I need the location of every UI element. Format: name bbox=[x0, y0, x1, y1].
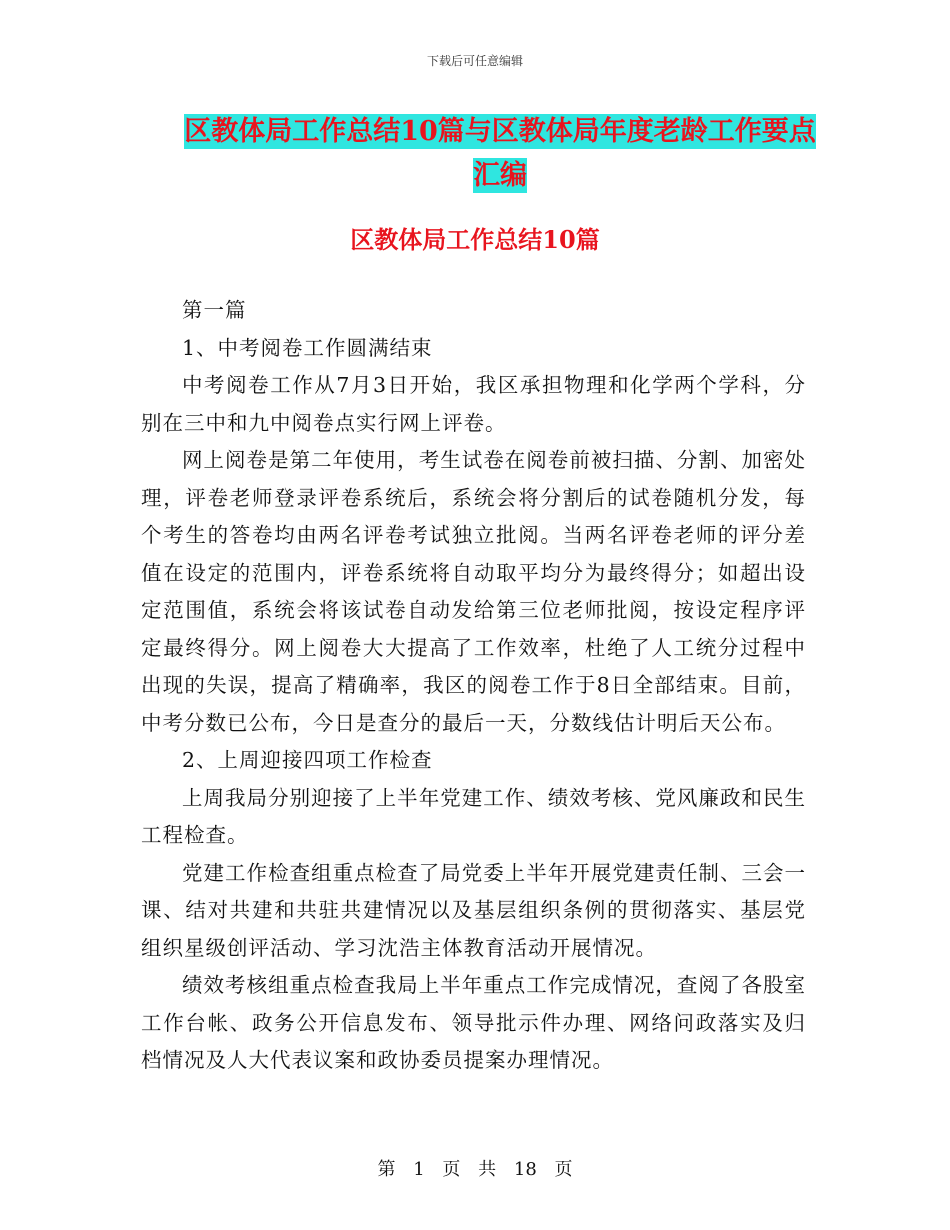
paragraph: 网上阅卷是第二年使用，考生试卷在阅卷前被扫描、分割、加密处理，评卷老师登录评卷系统后，系统会将分割后的试卷随机分发，每个考生的答卷均由两名评卷考试独立批阅。当两名评卷老师的评分差值在设定的范围内，评卷系统将自动取平均分为最终得分；如超出设定范围值，系统会将该试卷自动发给第三位老师批阅，按设定程序评定最终得分。网上阅卷大大提高了工作效率，杜绝了人工统分过程中出现的失误，提高了精确率，我区的阅卷工作于8日全部结束。目前，中考分数已公布，今日是查分的最后一天，分数线估计明后天公布。 bbox=[141, 448, 806, 735]
document-title-line-2: 汇编 bbox=[473, 160, 527, 191]
document-body bbox=[141, 292, 806, 1080]
section-title: 区教体局工作总结10篇 bbox=[350, 225, 600, 254]
paragraph: 2、上周迎接四项工作检查 bbox=[182, 748, 433, 772]
paragraph: 1、中考阅卷工作圆满结束 bbox=[182, 335, 433, 360]
footer-total-word: 共 bbox=[478, 1159, 497, 1180]
footer-page-number: 1 bbox=[413, 1159, 425, 1180]
header-note: 下载后可任意编辑 bbox=[426, 54, 523, 68]
footer-total-unit: 页 bbox=[554, 1159, 573, 1180]
paragraph: 党建工作检查组重点检查了局党委上半年开展党建责任制、三会一课、结对共建和共驻共建情况以及基层组织条例的贯彻落实、基层党组织星级创评活动、学习沈浩主体教育活动开展情况。 bbox=[141, 860, 806, 960]
footer-total-number: 18 bbox=[513, 1159, 537, 1180]
paragraph: 绩效考核组重点检查我局上半年重点工作完成情况，查阅了各股室工作台帐、政务公开信息发布、领导批示件办理、网络问政落实及归档情况及人大代表议案和政协委员提案办理情况。 bbox=[141, 973, 806, 1072]
paragraph: 第一篇 bbox=[182, 298, 247, 322]
footer-page-word: 第 bbox=[377, 1159, 396, 1180]
page-footer bbox=[0, 1155, 950, 1181]
paragraph: 上周我局分别迎接了上半年党建工作、绩效考核、党风廉政和民生工程检查。 bbox=[141, 785, 806, 847]
document-title-line-1: 区教体局工作总结10篇与区教体局年度老龄工作要点 bbox=[184, 116, 816, 147]
footer-page-unit: 页 bbox=[442, 1159, 461, 1180]
document-title bbox=[150, 110, 850, 198]
paragraph: 中考阅卷工作从7月3日开始，我区承担物理和化学两个学科，分别在三中和九中阅卷点实行网上评卷。 bbox=[141, 373, 806, 435]
